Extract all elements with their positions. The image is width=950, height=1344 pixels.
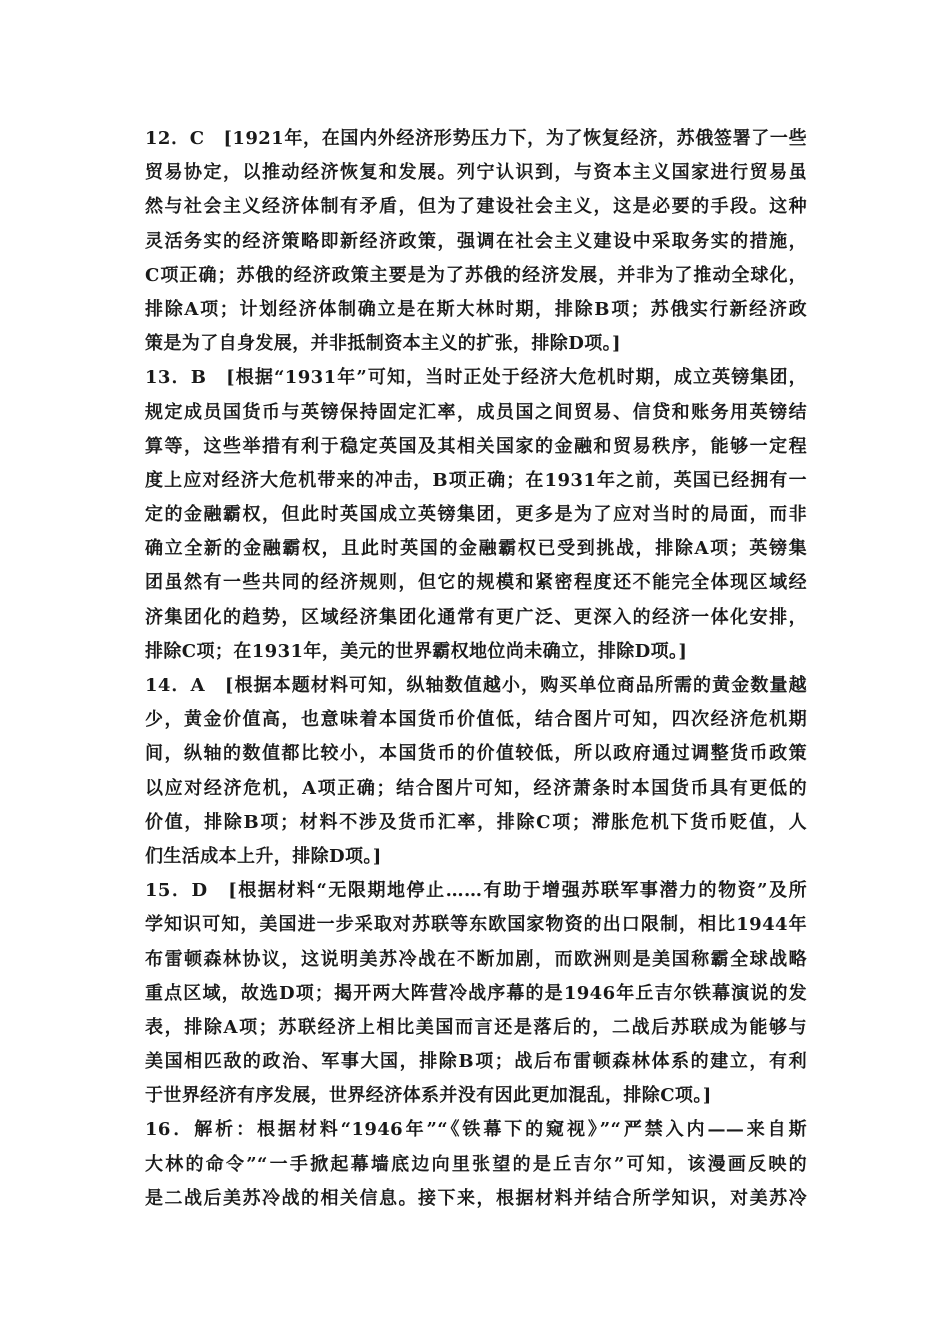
text-line: 贸易协定，以推动经济恢复和发展。列宁认识到，与资本主义国家进行贸易虽	[145, 162, 807, 184]
text-line: 度上应对经济大危机带来的冲击，B项正确；在1931年之前，英国已经拥有一	[145, 469, 807, 491]
text-line: 价值，排除B项；材料不涉及货币汇率，排除C项；滞胀危机下货币贬值，人	[145, 811, 807, 833]
text-line: 于世界经济有序发展，世界经济体系并没有因此更加混乱，排除C项。]	[145, 1085, 712, 1107]
text-line: 然与社会主义经济体制有矛盾，但为了建设社会主义，这是必要的手段。这种	[145, 196, 807, 218]
answer-15	[145, 874, 807, 1113]
answer-14	[145, 669, 807, 874]
text-line: 策是为了自身发展，并非抵制资本主义的扩张，排除D项。]	[145, 333, 621, 355]
answer-13	[145, 361, 807, 669]
text-line: 16．解析：根据材料“1946年”“《铁幕下的窥视》”“严禁入内——来自斯	[145, 1119, 807, 1141]
text-line: 们生活成本上升，排除D项。]	[145, 845, 382, 867]
text-line: 12．C [1921年，在国内外经济形势压力下，为了恢复经济，苏俄签署了一些	[145, 128, 807, 149]
text-line: 少，黄金价值高，也意味着本国货币价值低，结合图片可知，四次经济危机期	[145, 709, 807, 731]
text-line: 大林的命令”“一手掀起幕墙底边向里张望的是丘吉尔”可知，该漫画反映的	[145, 1153, 807, 1175]
text-line: 表，排除A项；苏联经济上相比美国而言还是落后的，二战后苏联成为能够与	[145, 1016, 807, 1038]
text-line: 间，纵轴的数值都比较小，本国货币的价值较低，所以政府通过调整货币政策	[145, 743, 807, 765]
text-line: 以应对经济危机，A项正确；结合图片可知，经济萧条时本国货币具有更低的	[145, 777, 807, 799]
text-line: 团虽然有一些共同的经济规则，但它的规模和紧密程度还不能完全体现区域经	[145, 572, 807, 594]
answer-explanations	[145, 122, 807, 1216]
answer-16	[145, 1113, 807, 1216]
text-line: 规定成员国货币与英镑保持固定汇率，成员国之间贸易、信贷和账务用英镑结	[145, 401, 807, 423]
text-line: 是二战后美苏冷战的相关信息。接下来，根据材料并结合所学知识，对美苏冷	[145, 1187, 807, 1209]
text-line: 排除A项；计划经济体制确立是在斯大林时期，排除B项；苏俄实行新经济政	[145, 298, 807, 320]
text-line: 定的金融霸权，但此时英国成立英镑集团，更多是为了应对当时的局面，而非	[145, 504, 807, 526]
text-line: C项正确；苏俄的经济政策主要是为了苏俄的经济发展，并非为了推动全球化，	[145, 264, 807, 286]
text-line: 重点区域，故选D项；揭开两大阵营冷战序幕的是1946年丘吉尔铁幕演说的发	[145, 982, 807, 1004]
text-line: 济集团化的趋势，区域经济集团化通常有更广泛、更深入的经济一体化安排，	[145, 606, 807, 628]
text-line: 13．B [根据“1931年”可知，当时正处于经济大危机时期，成立英镑集团，	[145, 367, 807, 389]
text-line: 排除C项；在1931年，美元的世界霸权地位尚未确立，排除D项。]	[145, 640, 688, 662]
text-line: 算等，这些举措有利于稳定英国及其相关国家的金融和贸易秩序，能够一定程	[145, 435, 807, 457]
answer-12	[145, 122, 807, 361]
text-line: 布雷顿森林协议，这说明美苏冷战在不断加剧，而欧洲则是美国称霸全球战略	[145, 948, 807, 970]
text-line: 灵活务实的经济策略即新经济政策，强调在社会主义建设中采取务实的措施，	[145, 230, 807, 252]
text-line: 14．A [根据本题材料可知，纵轴数值越小，购买单位商品所需的黄金数量越	[145, 675, 807, 696]
text-line: 学知识可知，美国进一步采取对苏联等东欧国家物资的出口限制，相比1944年	[145, 914, 807, 936]
text-line: 15．D [根据材料“无限期地停止……有助于增强苏联军事潜力的物资”及所	[145, 880, 807, 902]
text-line: 美国相匹敌的政治、军事大国，排除B项；战后布雷顿森林体系的建立，有利	[145, 1051, 807, 1073]
text-line: 确立全新的金融霸权，且此时英国的金融霸权已受到挑战，排除A项；英镑集	[145, 538, 807, 560]
